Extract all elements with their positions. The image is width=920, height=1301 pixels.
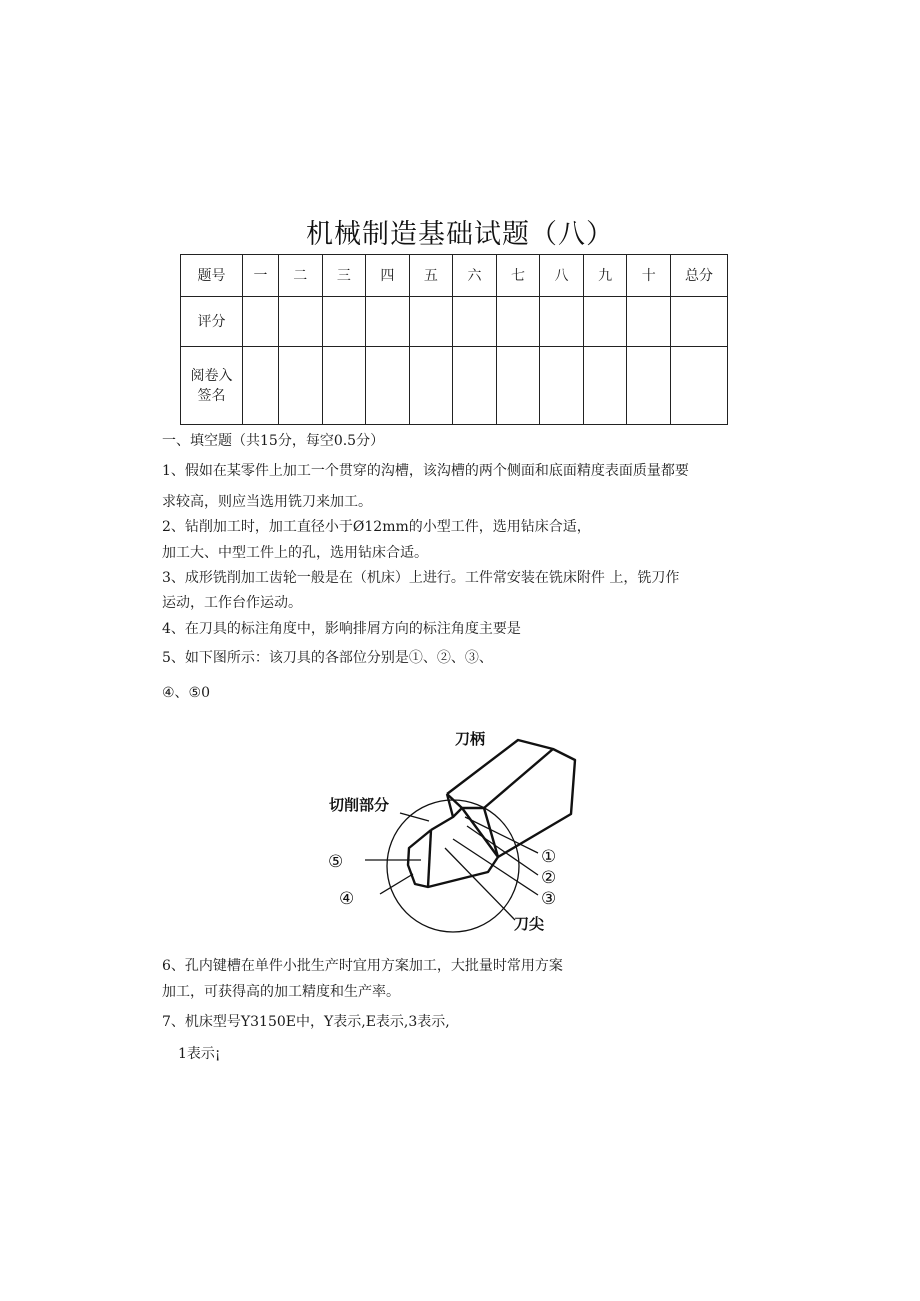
- question-2-line-1: 2、钻削加工时，加工直径小于Ø12mm的小型工件，选用钻床合适，: [162, 519, 591, 535]
- table-row: [181, 347, 728, 425]
- cutting-tool-diagram: [325, 722, 585, 947]
- leader-lines: [365, 813, 538, 920]
- score-cell: [409, 297, 453, 347]
- sign-cell: [496, 347, 540, 425]
- score-cell: [366, 297, 410, 347]
- score-cell: [671, 297, 728, 347]
- score-cell: [583, 297, 627, 347]
- score-cell: [453, 297, 497, 347]
- header-cell: 二: [279, 255, 323, 297]
- header-cell: 六: [453, 255, 497, 297]
- question-6-line-1: 6、孔内键槽在单件小批生产时宜用方案加工，大批量时常用方案: [162, 958, 563, 974]
- callout-number-5: ⑤: [328, 852, 344, 872]
- sign-cell: [583, 347, 627, 425]
- header-cell: 八: [540, 255, 584, 297]
- question-1-line-2: 求较高，则应当选用铣刀来加工。: [162, 494, 372, 510]
- sign-cell: [627, 347, 671, 425]
- sign-cell: [243, 347, 279, 425]
- header-cell: 四: [366, 255, 410, 297]
- section-heading: 一、填空题（共15分，每空0.5分）: [162, 433, 385, 449]
- table-row: [181, 297, 728, 347]
- header-cell: 十: [627, 255, 671, 297]
- sign-label-line: 阅卷入: [190, 367, 233, 384]
- score-table: [180, 254, 728, 425]
- question-7-line-1: 7、机床型号Y3150E中，Y表示,E表示,3表示,: [162, 1014, 450, 1030]
- question-5-line-1: 5、如下图所示：该刀具的各部位分别是①、②、③、: [162, 650, 493, 666]
- sign-row-label: [181, 347, 243, 425]
- score-row-label: 评分: [181, 297, 243, 347]
- sign-cell: [453, 347, 497, 425]
- score-cell: [322, 297, 366, 347]
- label-tool-tip: 刀尖: [514, 915, 545, 933]
- score-cell: [627, 297, 671, 347]
- sign-label-line: 签名: [197, 387, 226, 404]
- header-cell: 三: [322, 255, 366, 297]
- question-3-line-2: 运动，工作台作运动。: [162, 595, 302, 611]
- sign-cell: [322, 347, 366, 425]
- callout-number-3: ③: [541, 889, 557, 909]
- sign-cell: [366, 347, 410, 425]
- score-cell: [496, 297, 540, 347]
- callout-number-2: ②: [541, 868, 557, 888]
- label-handle: 刀柄: [455, 730, 486, 748]
- sign-cell: [671, 347, 728, 425]
- header-cell: 总分: [671, 255, 728, 297]
- question-4: 4、在刀具的标注角度中，影响排屑方向的标注角度主要是: [162, 621, 521, 637]
- question-2-line-2: 加工大、中型工件上的孔，选用钻床合适。: [162, 545, 428, 561]
- callout-number-1: ①: [541, 847, 557, 867]
- sign-cell: [540, 347, 584, 425]
- score-cell: [540, 297, 584, 347]
- header-cell: 九: [583, 255, 627, 297]
- table-header-row: [181, 255, 728, 297]
- question-6-line-2: 加工，可获得高的加工精度和生产率。: [162, 984, 400, 1000]
- header-cell: 题号: [181, 255, 243, 297]
- page-title: 机械制造基础试题（八）: [306, 219, 614, 250]
- score-cell: [279, 297, 323, 347]
- label-cutting-part: 切削部分: [329, 796, 390, 814]
- question-7-line-2: 1表示¡: [178, 1046, 221, 1062]
- question-1-line-1: 1、假如在某零件上加工一个贯穿的沟槽，该沟槽的两个侧面和底面精度表面质量都要: [162, 463, 689, 479]
- question-3-line-1: 3、成形铣削加工齿轮一般是在（机床）上进行。工件常安装在铣床附件 上，铣刀作: [162, 570, 680, 586]
- header-cell: 七: [496, 255, 540, 297]
- score-cell: [243, 297, 279, 347]
- header-cell: 一: [243, 255, 279, 297]
- callout-number-4: ④: [339, 889, 355, 909]
- question-5-line-2: ④、⑤0: [162, 685, 211, 701]
- sign-cell: [409, 347, 453, 425]
- sign-cell: [279, 347, 323, 425]
- header-cell: 五: [409, 255, 453, 297]
